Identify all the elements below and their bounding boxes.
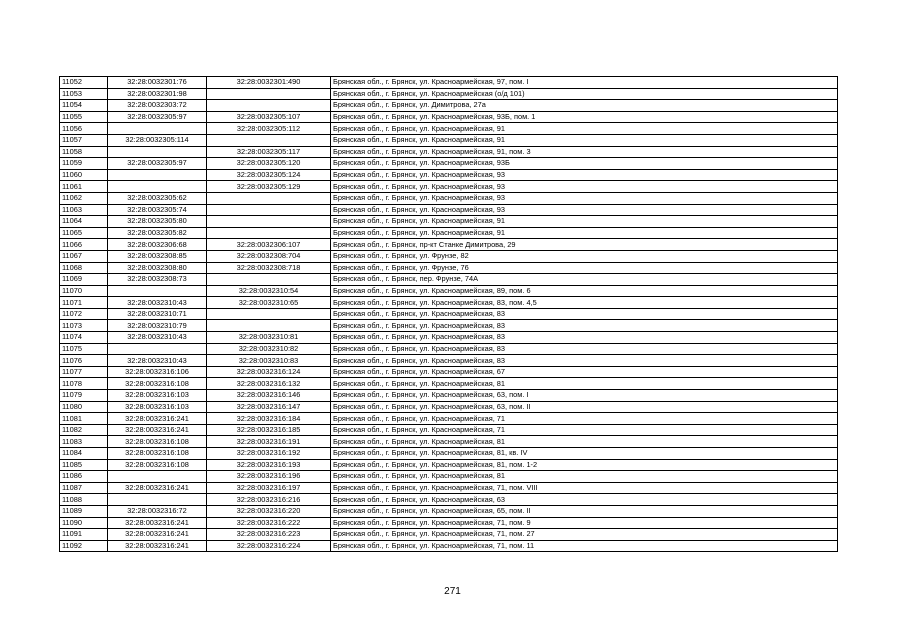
cadastral-number-object-cell — [207, 88, 331, 100]
cadastral-number-parcel-cell: 32:28:0032305:114 — [108, 134, 207, 146]
cadastral-number-parcel-cell: 32:28:0032306:68 — [108, 239, 207, 251]
address-cell: Брянская обл., г. Брянск, ул. Красноармейская, 71, пом. 11 — [331, 540, 838, 552]
address-cell: Брянская обл., г. Брянск, ул. Красноармейская, 83 — [331, 343, 838, 355]
cadastral-number-parcel-cell: 32:28:0032316:241 — [108, 517, 207, 529]
address-cell: Брянская обл., г. Брянск, ул. Красноармейская, 91 — [331, 216, 838, 228]
address-cell: Брянская обл., г. Брянск, ул. Красноармейская, 91 — [331, 134, 838, 146]
cadastral-number-object-cell: 32:28:0032308:704 — [207, 250, 331, 262]
cadastral-number-object-cell: 32:28:0032305:120 — [207, 158, 331, 170]
cadastral-number-object-cell: 32:28:0032310:83 — [207, 355, 331, 367]
cadastral-number-parcel-cell: 32:28:0032316:108 — [108, 459, 207, 471]
table-row — [60, 216, 838, 228]
cadastral-number-parcel-cell: 32:28:0032316:103 — [108, 390, 207, 402]
table-row — [60, 297, 838, 309]
cadastral-number-parcel-cell: 32:28:0032305:74 — [108, 204, 207, 216]
table-row — [60, 390, 838, 402]
row-number-cell: 11085 — [60, 459, 108, 471]
address-cell: Брянская обл., г. Брянск, ул. Красноармейская, 63, пом. I — [331, 390, 838, 402]
row-number-cell: 11069 — [60, 274, 108, 286]
cadastral-number-parcel-cell: 32:28:0032303:72 — [108, 100, 207, 112]
cadastral-number-parcel-cell: 32:28:0032316:108 — [108, 436, 207, 448]
address-cell: Брянская обл., г. Брянск, ул. Красноармейская, 71 — [331, 413, 838, 425]
row-number-cell: 11053 — [60, 88, 108, 100]
address-cell: Брянская обл., г. Брянск, ул. Красноармейская (о/д 101) — [331, 88, 838, 100]
cadastral-number-parcel-cell: 32:28:0032301:76 — [108, 77, 207, 89]
cadastral-number-parcel-cell: 32:28:0032316:108 — [108, 448, 207, 460]
row-number-cell: 11083 — [60, 436, 108, 448]
address-cell: Брянская обл., г. Брянск, ул. Фрунзе, 76 — [331, 262, 838, 274]
cadastral-number-parcel-cell: 32:28:0032301:98 — [108, 88, 207, 100]
address-cell: Брянская обл., г. Брянск, ул. Красноармейская, 93 — [331, 192, 838, 204]
address-cell: Брянская обл., г. Брянск, ул. Красноармейская, 71, пом. 9 — [331, 517, 838, 529]
cadastral-number-object-cell: 32:28:0032316:193 — [207, 459, 331, 471]
table-row — [60, 320, 838, 332]
table-row — [60, 158, 838, 170]
table-row — [60, 332, 838, 344]
row-number-cell: 11087 — [60, 482, 108, 494]
address-cell: Брянская обл., г. Брянск, ул. Красноармейская, 71, пом. VIII — [331, 482, 838, 494]
address-cell: Брянская обл., г. Брянск, ул. Красноармейская, 81 — [331, 378, 838, 390]
cadastral-number-object-cell — [207, 320, 331, 332]
row-number-cell: 11072 — [60, 308, 108, 320]
row-number-cell: 11067 — [60, 250, 108, 262]
address-cell: Брянская обл., г. Брянск, ул. Красноармейская, 97, пом. I — [331, 77, 838, 89]
cadastral-number-parcel-cell: 32:28:0032316:108 — [108, 378, 207, 390]
address-cell: Брянская обл., г. Брянск, пер. Фрунзе, 74А — [331, 274, 838, 286]
table-row — [60, 308, 838, 320]
cadastral-number-parcel-cell: 32:28:0032305:62 — [108, 192, 207, 204]
address-cell: Брянская обл., г. Брянск, ул. Димитрова, 27а — [331, 100, 838, 112]
cadastral-number-parcel-cell: 32:28:0032316:241 — [108, 424, 207, 436]
address-cell: Брянская обл., г. Брянск, ул. Красноармейская, 63, пом. II — [331, 401, 838, 413]
cadastral-number-parcel-cell: 32:28:0032305:97 — [108, 158, 207, 170]
table-row — [60, 494, 838, 506]
row-number-cell: 11057 — [60, 134, 108, 146]
cadastral-number-parcel-cell: 32:28:0032316:103 — [108, 401, 207, 413]
table-row — [60, 471, 838, 483]
cadastral-number-object-cell: 32:28:0032310:81 — [207, 332, 331, 344]
table-row — [60, 413, 838, 425]
row-number-cell: 11064 — [60, 216, 108, 228]
cadastral-number-object-cell: 32:28:0032305:107 — [207, 111, 331, 123]
address-cell: Брянская обл., г. Брянск, ул. Красноармейская, 93 — [331, 169, 838, 181]
cadastral-number-object-cell: 32:28:0032305:129 — [207, 181, 331, 193]
cadastral-number-object-cell: 32:28:0032316:184 — [207, 413, 331, 425]
cadastral-number-object-cell: 32:28:0032316:191 — [207, 436, 331, 448]
row-number-cell: 11073 — [60, 320, 108, 332]
table-row — [60, 436, 838, 448]
table-row — [60, 250, 838, 262]
address-cell: Брянская обл., г. Брянск, ул. Красноармейская, 91 — [331, 227, 838, 239]
cadastral-number-object-cell: 32:28:0032316:147 — [207, 401, 331, 413]
row-number-cell: 11088 — [60, 494, 108, 506]
cadastral-number-object-cell: 32:28:0032316:132 — [207, 378, 331, 390]
row-number-cell: 11089 — [60, 505, 108, 517]
table-row — [60, 227, 838, 239]
cadastral-number-object-cell: 32:28:0032316:192 — [207, 448, 331, 460]
address-cell: Брянская обл., г. Брянск, ул. Красноармейская, 81, кв. IV — [331, 448, 838, 460]
table-row — [60, 169, 838, 181]
row-number-cell: 11070 — [60, 285, 108, 297]
address-cell: Брянская обл., г. Брянск, ул. Красноармейская, 71 — [331, 424, 838, 436]
row-number-cell: 11081 — [60, 413, 108, 425]
cadastral-number-object-cell: 32:28:0032316:216 — [207, 494, 331, 506]
cadastral-number-parcel-cell: 32:28:0032316:72 — [108, 505, 207, 517]
cadastral-number-object-cell: 32:28:0032316:185 — [207, 424, 331, 436]
cadastral-register-table — [59, 76, 838, 552]
address-cell: Брянская обл., г. Брянск, ул. Красноармейская, 83, пом. 4,5 — [331, 297, 838, 309]
cadastral-number-object-cell: 32:28:0032310:65 — [207, 297, 331, 309]
cadastral-number-parcel-cell: 32:28:0032316:106 — [108, 366, 207, 378]
cadastral-number-parcel-cell: 32:28:0032305:80 — [108, 216, 207, 228]
address-cell: Брянская обл., г. Брянск, ул. Красноармейская, 83 — [331, 355, 838, 367]
cadastral-number-parcel-cell: 32:28:0032308:80 — [108, 262, 207, 274]
row-number-cell: 11071 — [60, 297, 108, 309]
address-cell: Брянская обл., г. Брянск, ул. Красноармейская, 83 — [331, 308, 838, 320]
cadastral-number-parcel-cell: 32:28:0032316:241 — [108, 529, 207, 541]
address-cell: Брянская обл., г. Брянск, ул. Красноармейская, 63 — [331, 494, 838, 506]
cadastral-number-parcel-cell: 32:28:0032310:71 — [108, 308, 207, 320]
table-row — [60, 274, 838, 286]
table-row — [60, 424, 838, 436]
cadastral-number-object-cell: 32:28:0032316:223 — [207, 529, 331, 541]
table-row — [60, 88, 838, 100]
table-row — [60, 285, 838, 297]
table-row — [60, 540, 838, 552]
row-number-cell: 11082 — [60, 424, 108, 436]
table-row — [60, 77, 838, 89]
row-number-cell: 11068 — [60, 262, 108, 274]
cadastral-number-parcel-cell — [108, 285, 207, 297]
table-row — [60, 192, 838, 204]
cadastral-number-object-cell — [207, 192, 331, 204]
row-number-cell: 11075 — [60, 343, 108, 355]
address-cell: Брянская обл., г. Брянск, ул. Красноармейская, 81 — [331, 471, 838, 483]
page-number: 271 — [444, 586, 461, 597]
table-row — [60, 262, 838, 274]
row-number-cell: 11058 — [60, 146, 108, 158]
cadastral-number-object-cell: 32:28:0032316:222 — [207, 517, 331, 529]
row-number-cell: 11056 — [60, 123, 108, 135]
table-row — [60, 181, 838, 193]
table-row — [60, 204, 838, 216]
table-row — [60, 482, 838, 494]
table-row — [60, 529, 838, 541]
row-number-cell: 11066 — [60, 239, 108, 251]
cadastral-number-parcel-cell — [108, 343, 207, 355]
address-cell: Брянская обл., г. Брянск, ул. Красноармейская, 81 — [331, 436, 838, 448]
cadastral-number-object-cell: 32:28:0032310:54 — [207, 285, 331, 297]
row-number-cell: 11062 — [60, 192, 108, 204]
cadastral-number-object-cell — [207, 216, 331, 228]
address-cell: Брянская обл., г. Брянск, ул. Красноармейская, 91, пом. 3 — [331, 146, 838, 158]
cadastral-number-object-cell: 32:28:0032316:146 — [207, 390, 331, 402]
table-row — [60, 123, 838, 135]
cadastral-number-object-cell: 32:28:0032316:124 — [207, 366, 331, 378]
row-number-cell: 11055 — [60, 111, 108, 123]
row-number-cell: 11054 — [60, 100, 108, 112]
cadastral-number-object-cell: 32:28:0032316:197 — [207, 482, 331, 494]
row-number-cell: 11076 — [60, 355, 108, 367]
table-row — [60, 134, 838, 146]
address-cell: Брянская обл., г. Брянск, ул. Красноармейская, 93Б — [331, 158, 838, 170]
cadastral-number-object-cell: 32:28:0032306:107 — [207, 239, 331, 251]
cadastral-number-parcel-cell: 32:28:0032308:73 — [108, 274, 207, 286]
cadastral-number-object-cell — [207, 204, 331, 216]
row-number-cell: 11090 — [60, 517, 108, 529]
cadastral-number-parcel-cell: 32:28:0032310:43 — [108, 297, 207, 309]
row-number-cell: 11063 — [60, 204, 108, 216]
address-cell: Брянская обл., г. Брянск, ул. Красноармейская, 93 — [331, 204, 838, 216]
cadastral-number-parcel-cell — [108, 169, 207, 181]
cadastral-number-object-cell: 32:28:0032316:224 — [207, 540, 331, 552]
table-row — [60, 366, 838, 378]
cadastral-number-object-cell — [207, 227, 331, 239]
address-cell: Брянская обл., г. Брянск, ул. Красноармейская, 83 — [331, 320, 838, 332]
address-cell: Брянская обл., г. Брянск, ул. Красноармейская, 81, пом. 1-2 — [331, 459, 838, 471]
table-row — [60, 448, 838, 460]
row-number-cell: 11065 — [60, 227, 108, 239]
row-number-cell: 11060 — [60, 169, 108, 181]
cadastral-number-object-cell: 32:28:0032305:112 — [207, 123, 331, 135]
address-cell: Брянская обл., г. Брянск, ул. Красноармейская, 89, пом. 6 — [331, 285, 838, 297]
address-cell: Брянская обл., г. Брянск, ул. Красноармейская, 91 — [331, 123, 838, 135]
cadastral-number-object-cell — [207, 100, 331, 112]
cadastral-number-object-cell — [207, 134, 331, 146]
row-number-cell: 11080 — [60, 401, 108, 413]
row-number-cell: 11061 — [60, 181, 108, 193]
cadastral-number-parcel-cell: 32:28:0032316:241 — [108, 413, 207, 425]
row-number-cell: 11084 — [60, 448, 108, 460]
row-number-cell: 11086 — [60, 471, 108, 483]
table-row — [60, 401, 838, 413]
table-row — [60, 111, 838, 123]
table-row — [60, 355, 838, 367]
cadastral-number-parcel-cell — [108, 123, 207, 135]
table-body — [60, 77, 838, 552]
cadastral-number-object-cell — [207, 274, 331, 286]
cadastral-number-parcel-cell — [108, 494, 207, 506]
address-cell: Брянская обл., г. Брянск, пр-кт Станке Димитрова, 29 — [331, 239, 838, 251]
address-cell: Брянская обл., г. Брянск, ул. Красноармейская, 71, пом. 27 — [331, 529, 838, 541]
table-row — [60, 378, 838, 390]
row-number-cell: 11074 — [60, 332, 108, 344]
cadastral-number-parcel-cell: 32:28:0032308:85 — [108, 250, 207, 262]
cadastral-number-parcel-cell: 32:28:0032310:79 — [108, 320, 207, 332]
cadastral-number-parcel-cell: 32:28:0032305:82 — [108, 227, 207, 239]
cadastral-number-object-cell: 32:28:0032305:124 — [207, 169, 331, 181]
row-number-cell: 11059 — [60, 158, 108, 170]
cadastral-number-object-cell: 32:28:0032316:196 — [207, 471, 331, 483]
row-number-cell: 11092 — [60, 540, 108, 552]
cadastral-number-object-cell: 32:28:0032308:718 — [207, 262, 331, 274]
cadastral-number-parcel-cell — [108, 146, 207, 158]
table-row — [60, 459, 838, 471]
cadastral-number-parcel-cell: 32:28:0032310:43 — [108, 355, 207, 367]
cadastral-number-object-cell — [207, 308, 331, 320]
address-cell: Брянская обл., г. Брянск, ул. Красноармейская, 93 — [331, 181, 838, 193]
table-row — [60, 505, 838, 517]
table-row — [60, 146, 838, 158]
table-row — [60, 517, 838, 529]
address-cell: Брянская обл., г. Брянск, ул. Красноармейская, 83 — [331, 332, 838, 344]
address-cell: Брянская обл., г. Брянск, ул. Красноармейская, 93Б, пом. 1 — [331, 111, 838, 123]
row-number-cell: 11091 — [60, 529, 108, 541]
row-number-cell: 11078 — [60, 378, 108, 390]
cadastral-number-parcel-cell: 32:28:0032316:241 — [108, 540, 207, 552]
cadastral-number-object-cell: 32:28:0032301:490 — [207, 77, 331, 89]
cadastral-number-parcel-cell: 32:28:0032316:241 — [108, 482, 207, 494]
cadastral-number-object-cell: 32:28:0032310:82 — [207, 343, 331, 355]
cadastral-number-object-cell: 32:28:0032316:220 — [207, 505, 331, 517]
address-cell: Брянская обл., г. Брянск, ул. Фрунзе, 82 — [331, 250, 838, 262]
cadastral-number-parcel-cell: 32:28:0032305:97 — [108, 111, 207, 123]
row-number-cell: 11052 — [60, 77, 108, 89]
table-row — [60, 343, 838, 355]
address-cell: Брянская обл., г. Брянск, ул. Красноармейская, 67 — [331, 366, 838, 378]
cadastral-number-parcel-cell — [108, 181, 207, 193]
cadastral-number-parcel-cell: 32:28:0032310:43 — [108, 332, 207, 344]
table-row — [60, 239, 838, 251]
address-cell: Брянская обл., г. Брянск, ул. Красноармейская, 65, пом. II — [331, 505, 838, 517]
cadastral-number-parcel-cell — [108, 471, 207, 483]
row-number-cell: 11077 — [60, 366, 108, 378]
cadastral-number-object-cell: 32:28:0032305:117 — [207, 146, 331, 158]
table-row — [60, 100, 838, 112]
row-number-cell: 11079 — [60, 390, 108, 402]
